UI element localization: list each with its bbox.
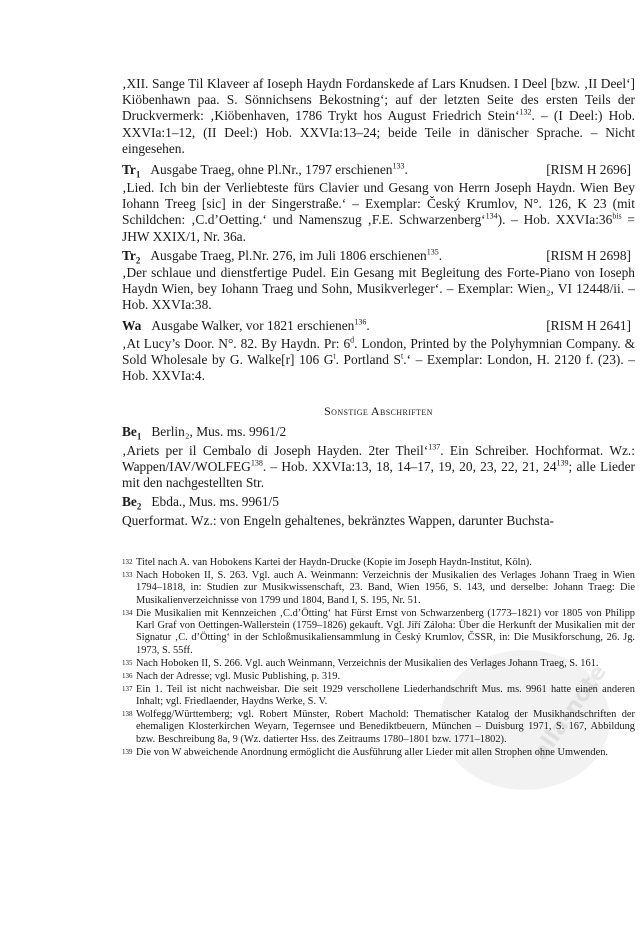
- siglum: $Be_2$: [122, 494, 142, 512]
- rism-reference: [RISM H 2698]: [546, 248, 631, 263]
- entry-title: Berlin₂, Mus. ms. 9961/2: [151, 424, 287, 439]
- entry-heading-tr2: $Tr_2$ Ausgabe Traeg, Pl.Nr. 276, im Juli 1806 erschienen$^{135}$. [RISM H 2698]: [122, 247, 631, 266]
- entry-title: Ausgabe Traeg, ohne Pl.Nr., 1797 erschienen: [150, 162, 393, 177]
- entry-title: Ebda., Mus. ms. 9961/5: [151, 494, 279, 509]
- footnote-ref: 135: [426, 247, 439, 257]
- footnote: 139 Die von W abweichende Anordnung ermöglicht die Ausführung aller Lieder mit allen Strophen ohne Umwenden.: [122, 746, 608, 758]
- footnote-ref: 136: [354, 317, 367, 327]
- section-heading: Sonstige Abschriften: [324, 404, 433, 418]
- footnote-ref: 134: [485, 211, 498, 221]
- siglum: $Tr_2$: [122, 248, 141, 266]
- entry-body-wa: ‚At Lucy’s Door. N°. 82. By Haydn. Pr: 6$^d$. London, Printed by the Polyhymnian Company. & Sold Wholesale by G. Walke[r] 106 $G^t$. Portland $S^t.‘$ – Exemplar: London, H. 2120 f. (23). – Hob. XXVIa:4.: [122, 335, 635, 384]
- entry-heading-tr1: $Tr_1$ Ausgabe Traeg, ohne Pl.Nr., 1797 erschienen$^{133}$. [RISM H 2696]: [122, 161, 631, 180]
- entry-title: Ausgabe Walker, vor 1821 erschienen: [151, 318, 355, 333]
- footnote: 134 Die Musikalien mit Kennzeichen ‚C.d’Ötting‘ hat Fürst Ernst von Schwarzenberg (1773–1821) vor 1805 von Philipp Karl Graf von Oettingen-Wallerstein (1759–1826) gekauft. Vgl. Jiří Záloha: Über die Herkunft der Musikalien mit der Signatur ‚C. d’Ötting‘ in der Schloßmusikaliensammlung in Český Krumlov, ČSSR, in: Die Musikforschung, 26. Jg. 1973, S. 55ff.: [122, 607, 635, 656]
- footnote-ref: 138: [250, 458, 263, 468]
- footnote-ref: 139: [556, 458, 569, 468]
- intro-text: ‚XII. Sange Til Klaveer af Ioseph Haydn Fordanskede af Lars Knudsen. I Deel [bzw. ‚II Deel‘] Kiöbenhawn paa. S. Sönnichsens Bekostning‘; auf der letzten Seite des ersten Teils der Druckvermerk: ‚Kiöbenhaven, 1786 Trykt hos August Friedrich Stein‘: [122, 76, 635, 124]
- intro-text-2: . – (I Deel:) Hob. XXVIa:1–12, (II Deel:) Hob. XXVIa:13–24; beide Teile in dänischer Sprache. – Nicht eingesehen.: [122, 108, 636, 156]
- entry-heading-be2: [122, 494, 635, 515]
- entry-body-be2: Querformat. Wz.: von Engeln gehaltenes, bekränztes Wappen, darunter Buchsta-: [122, 513, 554, 528]
- entry-body-be1: ‚Ariets per il Cembalo di Joseph Hayden. 2ter Theil‘$^{137}$. Ein Schreiber. Hochformat. Wz.: Wappen/IAV/WOLFEG$^{138}$. – Hob. XXVIa:13, 18, 14–17, 19, 20, 23, 22, 21, $24^{139}$; alle Lieder mit den nachgestellten Str.: [122, 442, 635, 491]
- footnote: 137 Ein 1. Teil ist nicht nachweisbar. Die seit 1929 verschollene Liederhandschrift Mus. ms. 9961 hatte einen anderen Inhalt; vgl. Friedlaender, Haydns Werke, S. V.: [122, 683, 635, 707]
- footnotes: [122, 557, 635, 760]
- siglum: $Be_1$: [122, 424, 142, 442]
- entry-body-tr2: ‚Der schlaue und dienstfertige Pudel. Ein Gesang mit Begleitung des Forte-Piano von Ioseph Haydn Wien, bey Iohann Traeg und Sohn, Musikverleger‘. – Exemplar: Wien₂, VI 12448/ii. – Hob. XXVIa:38.: [122, 265, 635, 313]
- footnote: 136 Nach der Adresse; vgl. Music Publishing, p. 319.: [122, 670, 341, 682]
- footnote: 133 Nach Hoboken II, S. 263. Vgl. auch A. Weinmann: Verzeichnis der Musikalien des Verlages Johann Traeg in Wien 1794–1818, in: Studien zur Musikwissenschaft, 23. Band, Wien 1956, S. 143, und derselbe: Johann Traeg: Die Musikalienverzeichnisse von 1799 und 1804, Band I, S. 195, Nr. 51.: [122, 569, 635, 606]
- footnote-ref: 137: [428, 442, 441, 452]
- siglum: $Tr_1$: [122, 162, 141, 180]
- footnote: 135 Nach Hoboken II, S. 266. Vgl. auch Weinmann, Verzeichnis der Musikalien des Verlages Johann Traeg, S. 161.: [122, 657, 599, 669]
- footnote: 138 Wolfegg/Württemberg; vgl. Robert Münster, Robert Machold: Thematischer Katalog der Musikhandschriften der ehemaligen Klosterkirchen Weyarn, Tegernsee und Benediktbeuern, München – Duisburg 1971, S. 167, Abbildung bzw. Beschreibung 8a, 9 (Wz. datierter Hss. des Zeitraums 1780–1801 bzw. 1771–1802).: [122, 708, 635, 745]
- entry-heading-be1: [122, 424, 635, 445]
- intro-paragraph: [122, 76, 635, 157]
- footnote-ref: 133: [392, 161, 405, 171]
- footnote-ref: 132: [519, 107, 532, 117]
- entry-title: Ausgabe Traeg, Pl.Nr. 276, im Juli 1806 erschienen: [150, 248, 427, 263]
- entry-body-tr1: ‚Lied. Ich bin der Verliebteste fürs Clavier und Gesang von Herrn Joseph Haydn. Wien Bey Iohann Treeg [sic] in der Singerstraße.‘ – Exemplar: Český Krumlov, N°. 126, K 23 (mit Schildchen: ‚C.d’Oetting.‘ und Namenszug ‚F.E. Schwarzenberg‘$^{134}$). – Hob. $XXVIa:36^{bis}$ = JHW XXIX/1, Nr. 36a.: [122, 180, 635, 244]
- rism-reference: [RISM H 2696]: [546, 162, 631, 177]
- siglum: Wa: [122, 318, 142, 333]
- entry-heading-wa: Wa Ausgabe Walker, vor 1821 erschienen$^{136}$. [RISM H 2641]: [122, 317, 631, 333]
- rism-reference: [RISM H 2641]: [546, 318, 631, 333]
- watermark-text: alla-note: [528, 660, 612, 765]
- footnote: 132 Titel nach A. van Hobokens Kartei der Haydn-Drucke (Kopie im Joseph Haydn-Institut, Köln).: [122, 557, 532, 568]
